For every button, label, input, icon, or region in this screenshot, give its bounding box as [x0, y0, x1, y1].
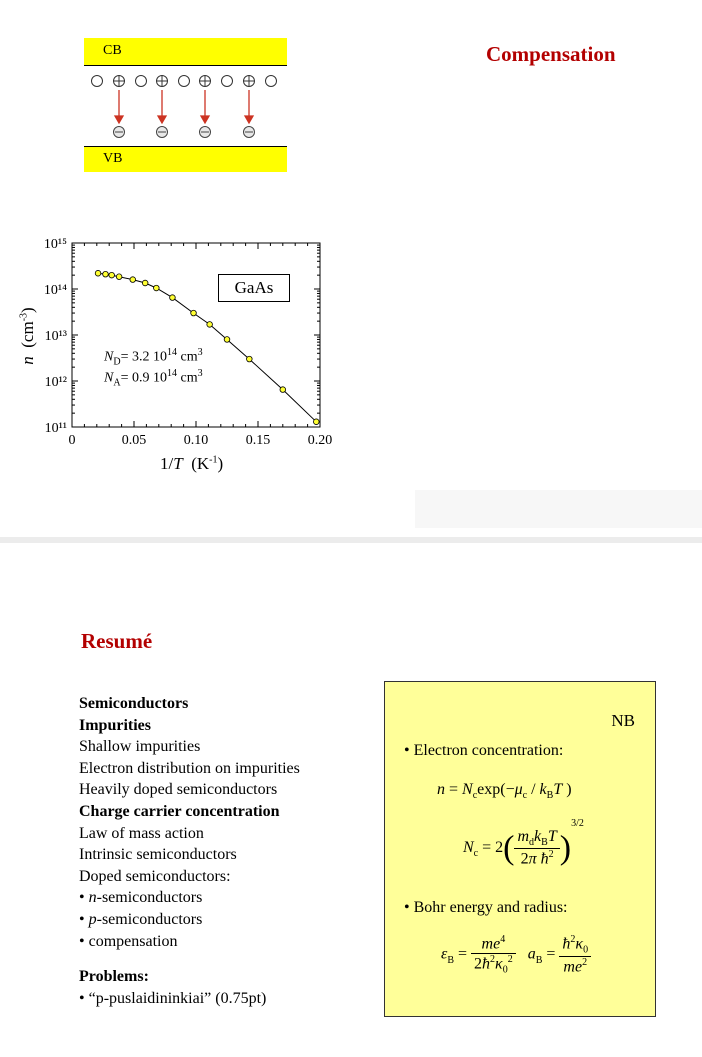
topic-item: Semiconductors	[79, 695, 189, 712]
topic-item: Intrinsic semiconductors	[79, 846, 237, 864]
data-point	[170, 295, 176, 301]
formula-nc: $N_c = 2$( $\frac{m_dk_BT}{2\pi ħ^2}$ )$^{3/2}$	[463, 818, 584, 868]
neutral-donor-icon	[92, 76, 103, 87]
neutral-donor-icon	[222, 76, 233, 87]
data-point	[247, 356, 253, 362]
data-point	[207, 322, 213, 328]
topic-item: Impurities	[79, 716, 151, 734]
x-axis-label: 1/T $(K^{-1})$	[160, 454, 224, 473]
band-diagram-levels	[84, 66, 294, 146]
cb-label: CB	[103, 43, 122, 58]
p-italic: p	[88, 910, 97, 928]
problem-item-text: “p-puslaidininkiai” (0.75pt)	[88, 989, 267, 1007]
p-rest: -semiconductors	[96, 910, 203, 928]
annotation-nd: $N_D= 3.2$ $10^{14}$ $cm^3$	[104, 347, 203, 368]
nb-formula-box	[384, 681, 656, 1017]
topic-item: Charge carrier concentration	[79, 802, 280, 820]
topic-item-p: • p-semiconductors	[79, 910, 203, 928]
x-tick-label: 0.20	[307, 433, 333, 448]
topic-item: Heavily doped semiconductors	[79, 781, 278, 799]
data-point	[280, 387, 286, 393]
y-tick-label: 10¹⁵	[43, 237, 67, 252]
legend-label: GaAs	[234, 278, 274, 297]
x-tick-label: 0.10	[183, 433, 209, 448]
plot-frame	[72, 243, 320, 427]
x-tick-label: 0.15	[245, 433, 271, 448]
y-axis-label: n $(cm^{-3})$	[18, 307, 37, 365]
electron-concentration-heading: • Electron concentration:	[404, 742, 564, 759]
conduction-band	[84, 38, 287, 66]
topic-item: Shallow impurities	[79, 738, 201, 756]
slide-title-resume: Resumé	[81, 629, 153, 653]
x-tick-label: 0.05	[121, 433, 147, 448]
y-tick-label: 10¹⁴	[43, 283, 67, 298]
legend-box-gaas	[218, 274, 290, 302]
data-point	[191, 310, 197, 316]
topic-item-n: • n-semiconductors	[79, 889, 203, 907]
resume-topic-list	[79, 693, 300, 1009]
data-point	[109, 272, 115, 278]
problem-item: • “p-puslaidininkiai” (0.75pt)	[79, 989, 267, 1007]
faded-footer	[415, 490, 702, 528]
data-point	[142, 280, 148, 286]
data-point	[154, 285, 160, 291]
annotation-na: $N_A= 0.9$ $10^{14}$ $cm^3$	[104, 368, 203, 389]
data-point	[95, 270, 101, 276]
formula-bohr: $\varepsilon_B$ = $\frac{me^4}{2ħ^2\kappa_0^2}$ $a_B$ = $\frac{ħ^2\kappa_0}{me^2}$	[441, 934, 591, 976]
y-tick-label: 10¹³	[44, 329, 67, 344]
formula-n: $n = N_c\exp(-\mu_c / k_BT$ )	[437, 781, 572, 802]
topic-item: Doped semiconductors:	[79, 867, 231, 885]
neutral-donor-icon	[136, 76, 147, 87]
data-point	[116, 274, 122, 280]
n-italic: n	[88, 889, 97, 907]
y-tick-label: 10¹¹	[44, 421, 67, 436]
data-point	[103, 271, 109, 277]
topic-item-compensation: • compensation	[79, 932, 178, 950]
vb-label: VB	[103, 151, 123, 166]
bohr-heading: • Bohr energy and radius:	[404, 899, 568, 916]
topic-item: Electron distribution on impurities	[79, 759, 300, 777]
data-point	[130, 277, 136, 283]
neutral-donor-icon	[266, 76, 277, 87]
y-tick-label: 10¹²	[44, 375, 67, 390]
nb-label: NB	[611, 711, 635, 730]
neutral-donor-icon	[179, 76, 190, 87]
x-tick-label: 0	[68, 433, 76, 448]
n-rest: -semiconductors	[96, 889, 203, 907]
data-point	[224, 337, 230, 343]
problems-label: Problems:	[79, 968, 149, 986]
data-point	[313, 419, 319, 425]
valence-band	[84, 146, 287, 172]
topic-item: Law of mass action	[79, 824, 204, 842]
slide-title-compensation: Compensation	[486, 42, 616, 66]
